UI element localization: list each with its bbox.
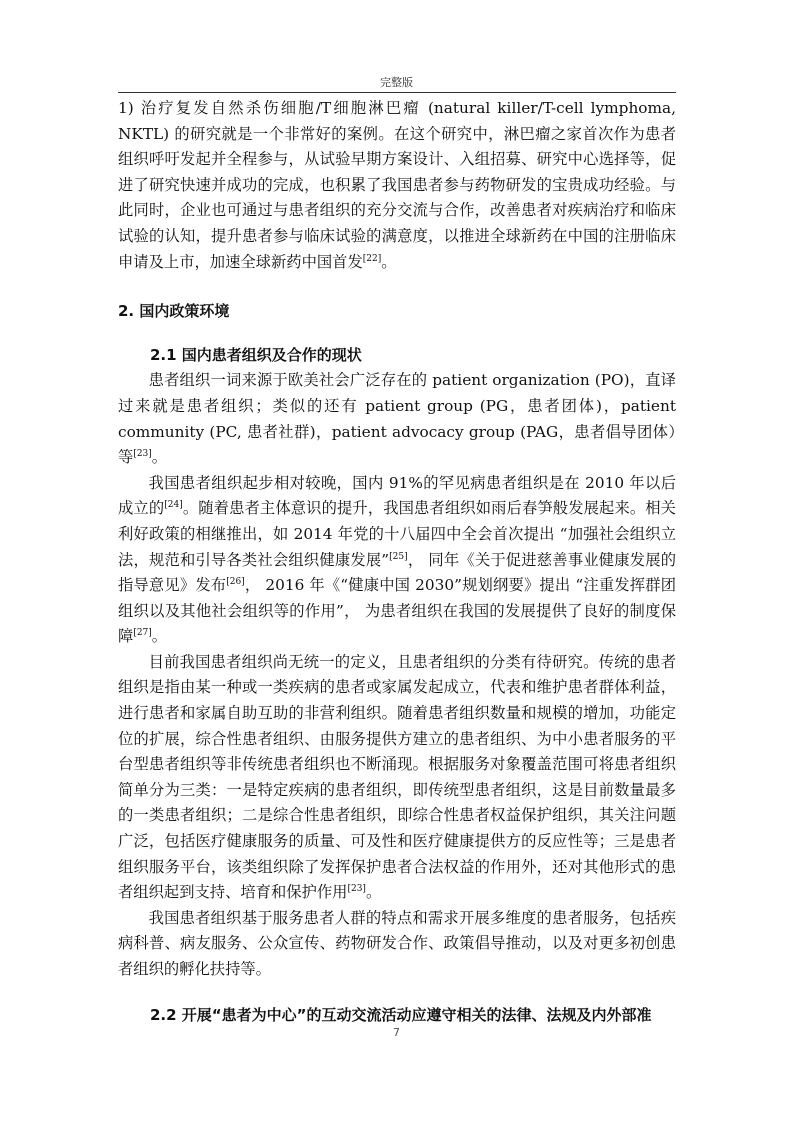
paragraph-text: ， 同年《关于促进慈善事业健康发展的指导意见》发布: [118, 550, 676, 595]
citation-ref: [26]: [226, 577, 245, 587]
body-paragraph: [118, 368, 676, 470]
citation-ref: [23]: [347, 884, 366, 895]
spacer: [118, 325, 676, 343]
intro-paragraph: [118, 96, 676, 275]
body-paragraph: [118, 906, 676, 983]
subsection-heading: 2.1 国内患者组织及合作的现状: [150, 345, 362, 364]
citation-ref: [24]: [164, 500, 183, 511]
running-header: 完整版: [380, 76, 413, 89]
paragraph-text: ， 2016 年《“健康中国 2030”规划纲要》提出 “注重发挥群团组织以及其他社会组织等的作用”， 为患者组织在我国的发展提供了良好的制度保障: [118, 576, 676, 646]
paragraph-text: 目前我国患者组织尚无统一的定义，且患者组织的分类有待研究。传统的患者组织是指由某一种或一类疾病的患者或家属发起成立，代表和维护患者群体利益，进行患者和家属自助互助的非营利组织。随着患者组织数量和规模的增加，功能定位的扩展，综合性患者组织、由服务提供方建立的患者组织、为中小患者服务的平台型患者组织等非传统患者组织也不断涌现。根据服务对象覆盖范围可将患者组织简单分为三类：一是特定疾病的患者组织，即传统型患者组织，这是目前数量最多的一类患者组织；二是综合性患者组织，即综合性患者权益保护组织，其关注问题广泛，包括医疗健康服务的质量、可及性和医疗健康提供方的反应性等；三是患者组织服务平台，该类组织除了发挥保护患者合法权益的作用外，还对其他形式的患者组织起到支持、培育和保护作用: [118, 652, 676, 902]
citation-ref: [25]: [389, 551, 408, 562]
paragraph-text: 我国患者组织起步相对较晚，国内 91%的罕见病患者组织是在 2010 年以后成立的: [118, 473, 676, 518]
spacer: [118, 275, 676, 299]
intro-tail: 。: [381, 252, 397, 271]
paragraph-tail: 。: [365, 883, 382, 902]
header-divider: [118, 92, 676, 93]
citation-ref: [23]: [133, 449, 152, 460]
page-body: [118, 96, 676, 1028]
paragraph-text: 我国患者组织基于服务患者人群的特点和需求开展多维度的患者服务，包括疾病科普、病友服务、公众宣传、药物研发合作、政策倡导推动，以及对更多初创患者组织的孵化扶持等。: [118, 908, 676, 978]
section-heading: 2. 国内政策环境: [118, 302, 230, 321]
intro-text: 1) 治疗复发自然杀伤细胞/T细胞淋巴瘤 (natural killer/T-cell lymphoma, NKTL) 的研究就是一个非常好的案例。在这个研究中，淋巴瘤之家首次作为患者组织呼吁发起并全程参与，从试验早期方案设计、入组招募、研究中心选择等，促进了研究快速并成功的完成，也积累了我国患者参与药物研发的宝贵成功经验。与此同时，企业也可通过与患者组织的充分交流与合作，改善患者对疾病治疗和临床试验的认知，提升患者参与临床试验的满意度，以推进全球新药在中国的注册临床申请及上市，加速全球新药中国首发: [118, 99, 676, 271]
body-paragraph: [118, 471, 676, 650]
citation-ref: [22]: [362, 253, 382, 264]
paragraph-text: 患者组织一词来源于欧美社会广泛存在的 patient organization (PO)，直译过来就是患者组织；类似的还有 patient group (PG，患者团体)，patient community (PC, 患者社群)，patient advocacy group (PAG，患者倡导团体）等: [118, 371, 676, 467]
page-number: 7: [393, 1026, 400, 1039]
paragraph-text: 。随着患者主体意识的提升，我国患者组织如雨后春笋般发展起来。相关利好政策的相继推出，如 2014 年党的十八届四中全会首次提出 “加强社会组织立法，规范和引导各类社会组织健康发展”: [118, 499, 676, 569]
paragraph-tail: 。: [151, 448, 168, 467]
paragraph-tail: 。: [151, 627, 168, 646]
spacer: [118, 983, 676, 1003]
subsection-heading: 2.2 开展“患者为中心”的互动交流活动应遵守相关的法律、法规及内外部准: [150, 1005, 652, 1024]
body-paragraph: [118, 650, 676, 906]
citation-ref: [27]: [133, 628, 152, 639]
